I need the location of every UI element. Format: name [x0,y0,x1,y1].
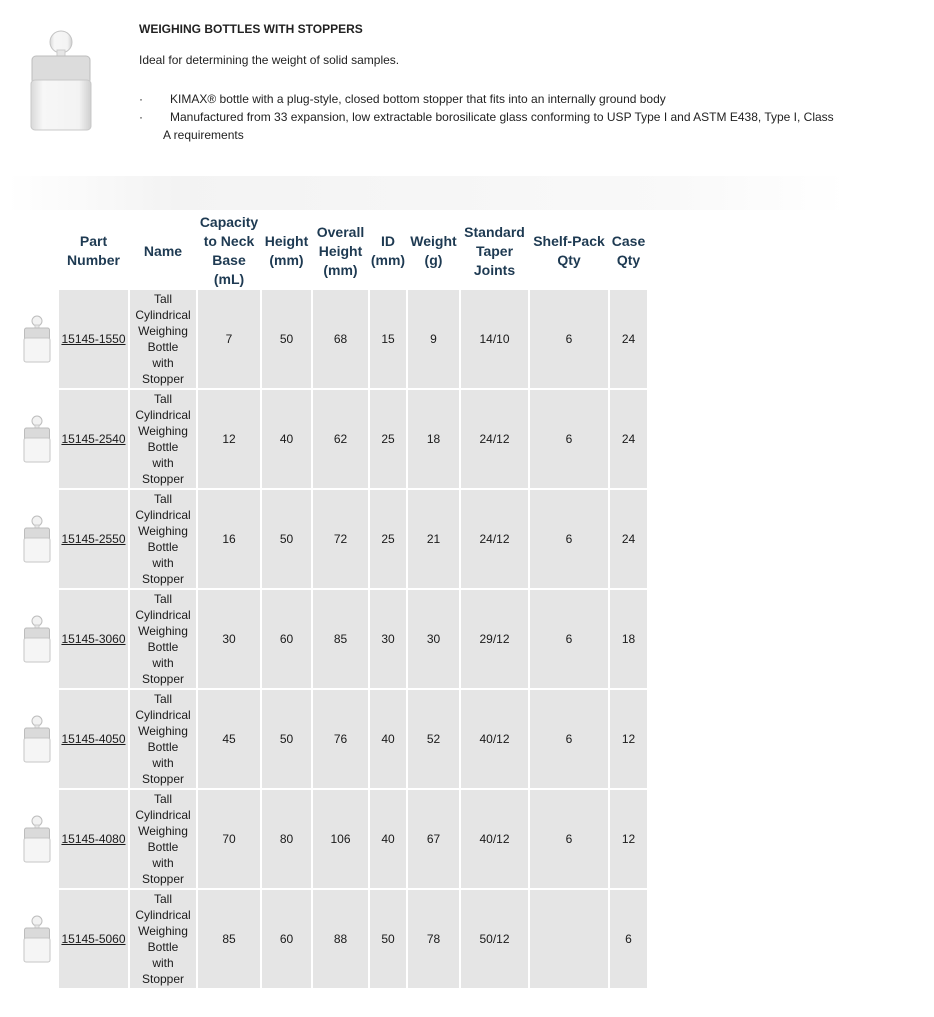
overall-cell: 76 [313,690,368,790]
id-cell: 50 [370,890,406,990]
weighing-bottle-thumb-icon [23,815,51,863]
name-cell [130,490,196,590]
weighing-bottle-thumb-icon [23,615,51,663]
id-cell: 40 [370,690,406,790]
name-line: with [152,756,174,770]
thumbnail-cell [17,390,57,490]
capacity-cell: 12 [198,390,260,490]
header-label-line: Case [611,233,646,249]
weight-cell: 67 [408,790,459,890]
header-part-number [59,212,128,290]
shelf-cell [530,890,608,990]
header-capacity [198,212,260,290]
part-number-cell [59,590,128,690]
shelf-cell: 6 [530,690,608,790]
name-cell [130,890,196,990]
case-cell: 12 [610,790,647,890]
name-line: Stopper [141,672,185,686]
table-row [17,290,647,390]
weight-cell: 78 [408,890,459,990]
table-row [17,790,647,890]
part-number-link[interactable]: 15145-2550 [61,532,126,546]
product-description: Ideal for determining the weight of solid samples. [139,53,400,67]
part-number-link[interactable]: 15145-4050 [61,732,126,746]
feature-text: Manufactured from 33 expansion, low extractable borosilicate glass conforming to USP Type I and ASTM E438, Type I, Class [170,110,834,124]
name-line: Stopper [141,372,185,386]
case-cell: 24 [610,390,647,490]
name-line: Bottle [147,840,179,854]
name-line: Stopper [141,872,185,886]
shelf-cell: 6 [530,590,608,690]
weight-cell: 21 [408,490,459,590]
header-label-line: to Neck [203,233,255,249]
thumbnail-cell [17,590,57,690]
case-cell: 12 [610,690,647,790]
weighing-bottle-thumb-icon [23,415,51,463]
header-label-line: Overall [316,223,365,240]
height-cell: 50 [262,690,311,790]
header-label-line: Name [143,242,183,259]
header-id [370,212,406,290]
header-label-line: Standard [464,223,525,240]
name-line: Cylindrical [135,408,191,422]
part-number-link[interactable]: 15145-2540 [61,432,126,446]
name-line: Bottle [147,640,179,654]
height-cell: 60 [262,590,311,690]
header-label-line: Qty [557,252,581,268]
name-line: Cylindrical [135,908,191,922]
part-number-cell [59,490,128,590]
thumbnail-cell [17,790,57,890]
name-line: Stopper [141,972,185,986]
header-label-line: Base [212,252,246,268]
section-divider [8,176,848,210]
table-row [17,390,647,490]
header-name [130,212,196,290]
part-number-cell [59,390,128,490]
name-cell [130,690,196,790]
case-cell: 24 [610,490,647,590]
weighing-bottle-thumb-icon [23,315,51,363]
part-number-cell [59,290,128,390]
bullet-marker: · [139,110,143,124]
height-cell: 80 [262,790,311,890]
part-number-cell [59,790,128,890]
table-row [17,590,647,690]
table-row [17,490,647,590]
header-label-line: Number [67,252,120,268]
name-line: with [152,856,174,870]
name-line: Weighing [138,424,188,438]
capacity-cell: 85 [198,890,260,990]
product-table [15,212,649,990]
part-number-cell [59,890,128,990]
thumbnail-cell [17,290,57,390]
capacity-cell: 30 [198,590,260,690]
table-row [17,690,647,790]
name-line: Tall [153,692,172,706]
part-number-cell [59,690,128,790]
weight-cell: 30 [408,590,459,690]
header-taper-joints [461,212,528,290]
header-label-line: (mm) [323,261,358,278]
header-label-line: Part [79,233,108,249]
height-cell: 40 [262,390,311,490]
name-line: with [152,956,174,970]
name-cell [130,590,196,690]
id-cell: 25 [370,490,406,590]
height-cell: 60 [262,890,311,990]
weighing-bottle-thumb-icon [23,715,51,763]
taper-cell: 50/12 [461,890,528,990]
header-weight [408,212,459,290]
taper-cell: 24/12 [461,490,528,590]
thumbnail-cell [17,690,57,790]
name-line: Bottle [147,940,179,954]
name-cell [130,290,196,390]
name-line: Bottle [147,740,179,754]
case-cell: 18 [610,590,647,690]
header-label-line: Weight [410,233,457,249]
name-line: Tall [153,592,172,606]
taper-cell: 29/12 [461,590,528,690]
name-line: Bottle [147,440,179,454]
capacity-cell: 7 [198,290,260,390]
name-line: Weighing [138,324,188,338]
feature-item [139,90,859,108]
feature-item [139,108,859,144]
capacity-cell: 16 [198,490,260,590]
name-line: Weighing [138,824,188,838]
name-line: with [152,356,174,370]
name-line: with [152,656,174,670]
header-shelf-pack-qty [530,212,608,290]
weighing-bottle-thumb-icon [23,915,51,963]
weighing-bottle-thumb-icon [23,515,51,563]
table-header-row [17,212,647,290]
weighing-bottle-icon [30,30,92,132]
name-line: Weighing [138,924,188,938]
header-label-line: (mm) [269,252,304,268]
name-line: Cylindrical [135,808,191,822]
header-label-line: (g) [424,252,443,268]
feature-text: KIMAX® bottle with a plug-style, closed bottom stopper that fits into an internally ground body [170,92,666,106]
thumbnail-cell [17,890,57,990]
shelf-cell: 6 [530,790,608,890]
overall-cell: 62 [313,390,368,490]
name-line: Stopper [141,472,185,486]
name-line: Cylindrical [135,608,191,622]
taper-cell: 40/12 [461,690,528,790]
name-line: Tall [153,392,172,406]
header-case-qty [610,212,647,290]
name-line: Stopper [141,572,185,586]
name-line: Tall [153,792,172,806]
part-number-link[interactable]: 15145-5060 [61,932,126,946]
weight-cell: 18 [408,390,459,490]
case-cell: 6 [610,890,647,990]
overall-cell: 88 [313,890,368,990]
header-label-line: Joints [473,261,516,278]
bullet-marker: · [139,92,143,106]
name-line: Stopper [141,772,185,786]
overall-cell: 85 [313,590,368,690]
name-line: Tall [153,892,172,906]
header-label-line: (mm) [370,252,406,268]
name-line: Bottle [147,540,179,554]
name-line: with [152,556,174,570]
name-line: Cylindrical [135,508,191,522]
height-cell: 50 [262,490,311,590]
header-label-line: (mL) [213,271,245,287]
shelf-cell: 6 [530,390,608,490]
table-row [17,890,647,990]
name-line: Tall [153,292,172,306]
name-cell [130,790,196,890]
header-label-line: Height [264,233,309,249]
shelf-cell: 6 [530,490,608,590]
header-label-line: Capacity [199,214,259,230]
id-cell: 25 [370,390,406,490]
name-cell [130,390,196,490]
header-label-line: Shelf-Pack [533,233,605,249]
capacity-cell: 45 [198,690,260,790]
name-line: Weighing [138,624,188,638]
id-cell: 30 [370,590,406,690]
header-height [262,212,311,290]
feature-text-continued: A requirements [163,128,244,142]
feature-list [139,90,859,144]
header-label-line: ID [381,233,395,249]
overall-cell: 106 [313,790,368,890]
taper-cell: 24/12 [461,390,528,490]
part-number-link[interactable]: 15145-1550 [61,332,126,346]
capacity-cell: 70 [198,790,260,890]
overall-cell: 68 [313,290,368,390]
header-label-line: Qty [616,252,641,268]
header-label-line: Taper [475,242,514,259]
id-cell: 15 [370,290,406,390]
id-cell: 40 [370,790,406,890]
name-line: with [152,456,174,470]
overall-cell: 72 [313,490,368,590]
weight-cell: 52 [408,690,459,790]
name-line: Weighing [138,524,188,538]
shelf-cell: 6 [530,290,608,390]
taper-cell: 14/10 [461,290,528,390]
page-title: WEIGHING BOTTLES WITH STOPPERS [139,22,363,36]
thumbnail-cell [17,490,57,590]
taper-cell: 40/12 [461,790,528,890]
header-label-line: Height [318,242,363,259]
part-number-link[interactable]: 15145-4080 [61,832,126,846]
height-cell: 50 [262,290,311,390]
name-line: Cylindrical [135,308,191,322]
case-cell: 24 [610,290,647,390]
name-line: Cylindrical [135,708,191,722]
header-thumbnail [17,212,57,290]
header-overall-height [313,212,368,290]
weight-cell: 9 [408,290,459,390]
part-number-link[interactable]: 15145-3060 [61,632,126,646]
name-line: Tall [153,492,172,506]
name-line: Weighing [138,724,188,738]
name-line: Bottle [147,340,179,354]
